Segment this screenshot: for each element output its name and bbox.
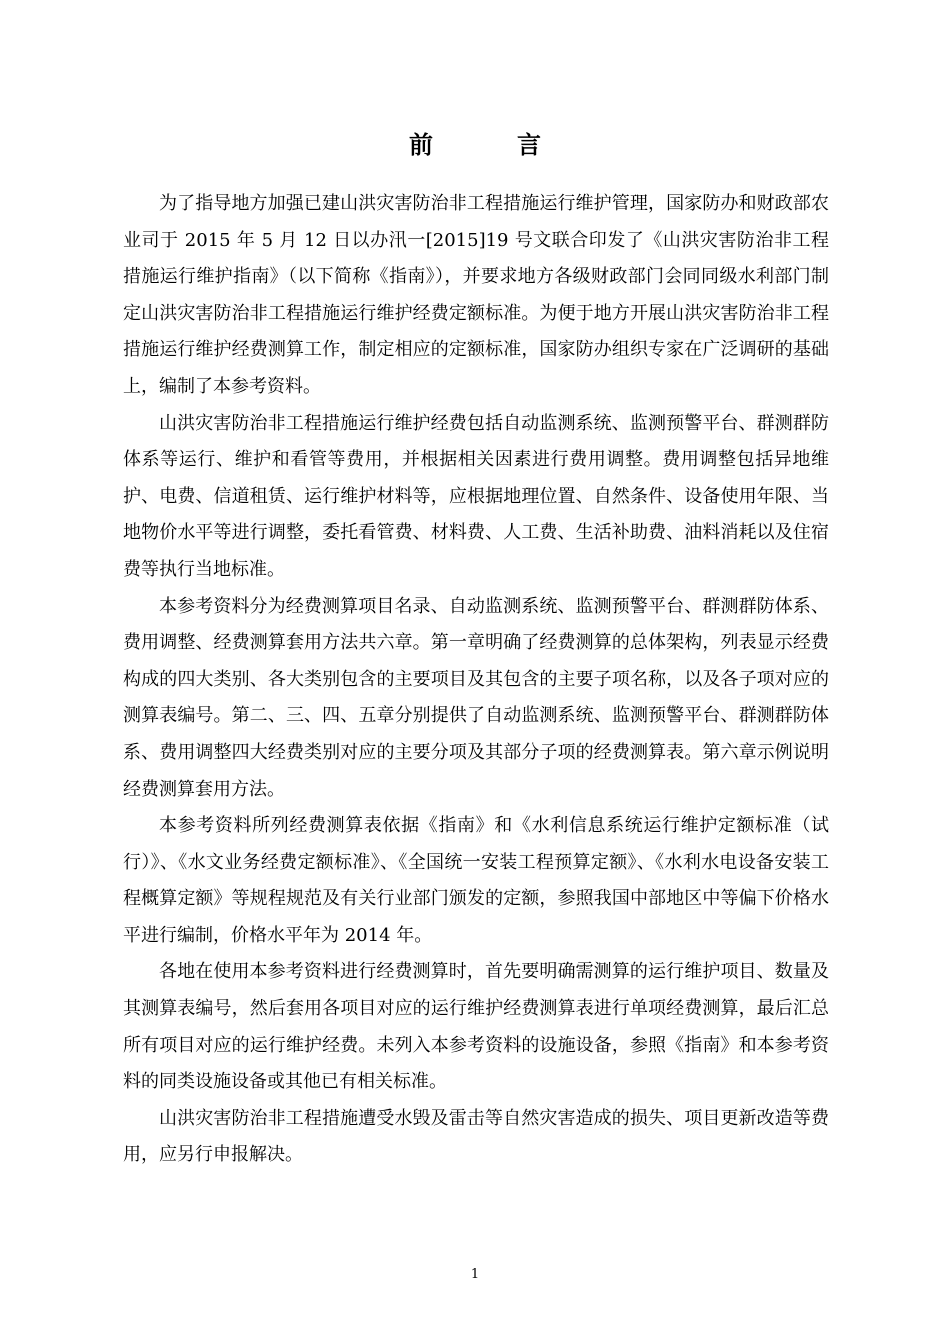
- page-number: 1: [470, 1267, 480, 1282]
- paragraph-5: 各地在使用本参考资料进行经费测算时，首先要明确需测算的运行维护项目、数量及其测算表编号，然后套用各项目对应的运行维护经费测算表进行单项经费测算，最后汇总所有项目对应的运行维护经费。未列入本参考资料的设施设备，参照《指南》和本参考资料的同类设施设备或其他已有相关标准。: [123, 961, 829, 1093]
- paragraph-4: 本参考资料所列经费测算表依据《指南》和《水利信息系统运行维护定额标准（试行）》、《水文业务经费定额标准》、《全国统一安装工程预算定额》、《水利水电设备安装工程概算定额》等规程规范及有关行业部门颁发的定额，参照我国中部地区中等偏下价格水平进行编制，价格水平年为 2014 年。: [123, 815, 829, 946]
- paragraph-3: 本参考资料分为经费测算项目名录、自动监测系统、监测预警平台、群测群防体系、费用调整、经费测算套用方法共六章。第一章明确了经费测算的总体架构，列表显示经费构成的四大类别、各大类别包含的主要项目及其包含的主要子项名称，以及各子项对应的测算表编号。第二、三、四、五章分别提供了自动监测系统、监测预警平台、群测群防体系、费用调整四大经费类别对应的主要分项及其部分子项的经费测算表。第六章示例说明经费测算套用方法。: [123, 595, 829, 800]
- body-text: [123, 186, 829, 1174]
- paragraph-2: 山洪灾害防治非工程措施运行维护经费包括自动监测系统、监测预警平台、群测群防体系等运行、维护和看管等费用，并根据相关因素进行费用调整。费用调整包括异地维护、电费、信道租赁、运行维护材料等，应根据地理位置、自然条件、设备使用年限、当地物价水平等进行调整，委托看管费、材料费、人工费、生活补助费、油料消耗以及住宿费等执行当地标准。: [123, 412, 829, 580]
- paragraph-1: 为了指导地方加强已建山洪灾害防治非工程措施运行维护管理，国家防办和财政部农业司于 2015 年 5 月 12 日以办汛一[2015]19 号文联合印发了《山洪灾害防治非工程措施运行维护指南》（以下简称《指南》），并要求地方各级财政部门会同同级水利部门制定山洪灾害防治非工程措施运行维护经费定额标准。为便于地方开展山洪灾害防治非工程措施运行维护经费测算工作，制定相应的定额标准，国家防办组织专家在广泛调研的基础上，编制了本参考资料。: [123, 193, 829, 397]
- page-title: 前 言: [409, 130, 571, 159]
- paragraph-6: 山洪灾害防治非工程措施遭受水毁及雷击等自然灾害造成的损失、项目更新改造等费用，应另行申报解决。: [123, 1107, 829, 1166]
